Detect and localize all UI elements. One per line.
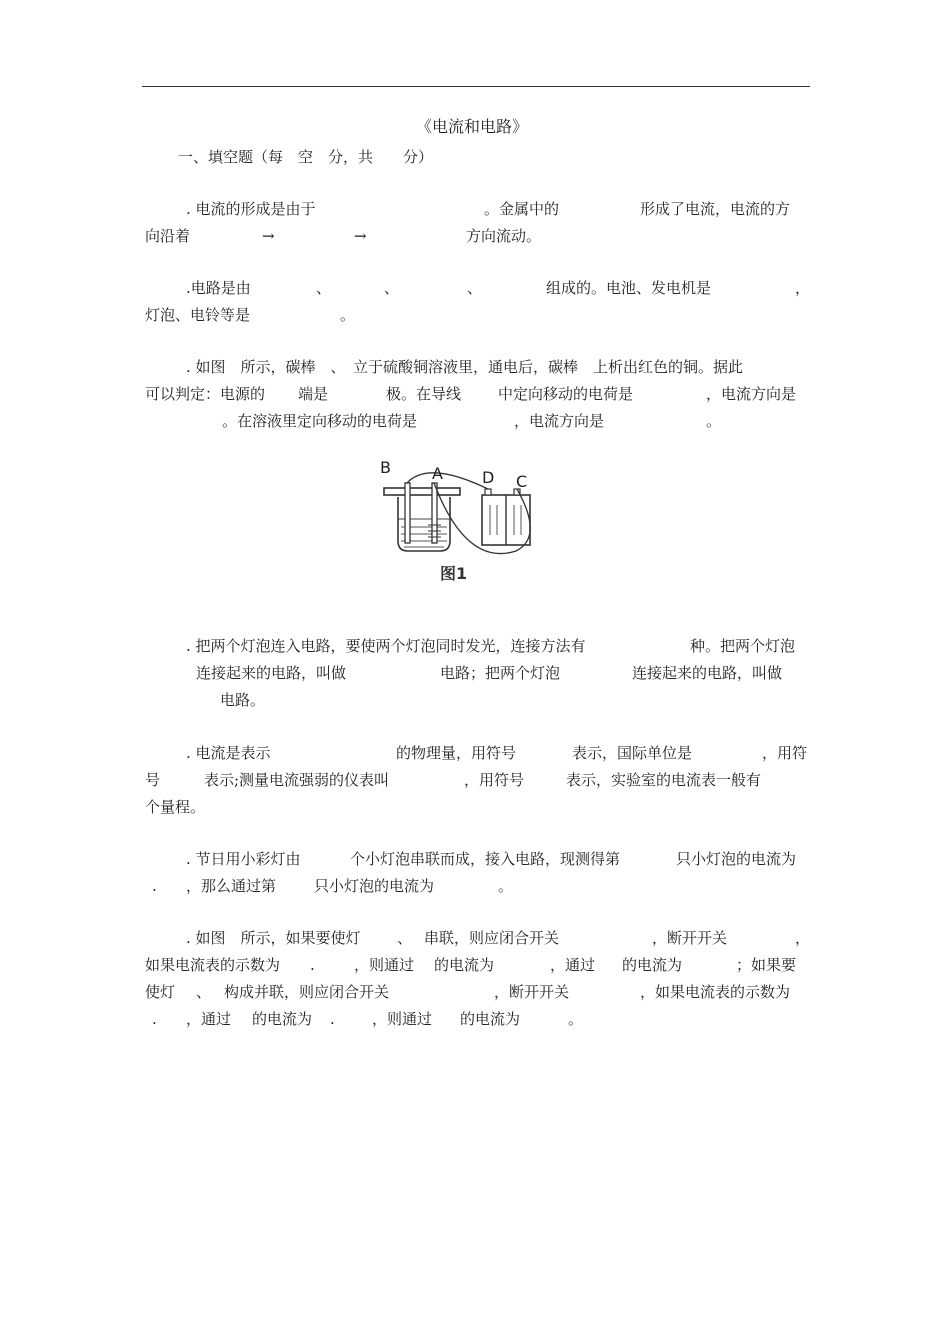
q5-text-b: 的物理量，用符号 [396, 744, 517, 762]
q3-text-e: 中定向移动的电荷是 [498, 385, 634, 403]
q6-text-c: 只小灯泡的电流为 [676, 850, 797, 868]
q2-text-f: ， [795, 279, 811, 297]
q4-text-a: . 把两个灯泡连入电路，要使两个灯泡同时发光，连接方法有 [186, 637, 586, 655]
q1-text-d: 向沿着 [145, 227, 191, 245]
q5-text-g: ，用符号 [464, 771, 525, 789]
q7-text-x: 。 [568, 1010, 584, 1028]
q1-text-g: 方向流动。 [466, 227, 542, 245]
q3-text-b: 可以判定：电源的 [145, 385, 266, 403]
header-rule [142, 86, 810, 87]
figure-1-electrolysis-diagram [376, 455, 544, 587]
q5-text-i: 个量程。 [145, 798, 206, 816]
q7-text-c: 串联，则应闭合开关 [424, 929, 560, 947]
q6-text-g: 。 [498, 877, 514, 895]
q7-text-i: 的电流为 [434, 956, 495, 974]
q7-text-w: 的电流为 [460, 1010, 521, 1028]
q7-text-o: 构成并联，则应闭合开关 [224, 983, 390, 1001]
label-d: D [482, 468, 495, 487]
q7-text-g: . [310, 956, 315, 974]
q2-text-a: .电路是由 [186, 279, 251, 297]
q2-text-d: 、 [467, 279, 483, 297]
q7-text-f: 如果电流表的示数为 [145, 956, 281, 974]
q4-text-d: 电路；把两个灯泡 [440, 664, 561, 682]
q7-text-a: . 如图 所示，如果要使灯 [186, 929, 361, 947]
beaker-lid [384, 488, 460, 495]
q3-text-d: 极。在导线 [386, 385, 462, 403]
q3-text-h: ，电流方向是 [514, 412, 605, 430]
q7-text-h: ，则通过 [354, 956, 415, 974]
q1-arrow-2: → [354, 227, 367, 245]
q7-text-t: 的电流为 [252, 1010, 313, 1028]
q4-text-b: 种。把两个灯泡 [690, 637, 796, 655]
q3-text-a: . 如图 所示，碳棒 、 立于硫酸铜溶液里，通电后，碳棒 上析出红色的铜。据此 [186, 358, 744, 376]
q3-text-g: 。在溶液里定向移动的电荷是 [222, 412, 418, 430]
carbon-rod-b [405, 483, 410, 543]
q3-text-f: ，电流方向是 [706, 385, 797, 403]
q4-text-e: 连接起来的电路，叫做 [632, 664, 783, 682]
q6-text-e: ，那么通过第 [186, 877, 277, 895]
q7-text-v: ，则通过 [372, 1010, 433, 1028]
q5-text-f: 表示;测量电流强弱的仪表叫 [204, 771, 390, 789]
q7-text-e: ， [795, 929, 811, 947]
q6-text-b: 个小灯泡串联而成，接入电路，现测得第 [350, 850, 621, 868]
q5-text-h: 表示，实验室的电流表一般有 [566, 771, 762, 789]
q1-text-c: 形成了电流，电流的方 [640, 200, 791, 218]
q6-text-d: . [152, 877, 157, 895]
q7-text-d: ，断开开关 [652, 929, 728, 947]
q7-text-n: 、 [196, 983, 212, 1001]
label-b: B [380, 458, 391, 477]
q6-text-f: 只小灯泡的电流为 [314, 877, 435, 895]
page-title: 《电流和电路》 [416, 117, 529, 136]
q5-text-e: 号 [145, 771, 161, 789]
q4-text-c: 连接起来的电路，叫做 [196, 664, 347, 682]
q5-text-a: . 电流是表示 [186, 744, 271, 762]
q7-text-m: 使灯 [145, 983, 176, 1001]
q2-text-h: 。 [340, 306, 356, 324]
q2-text-e: 组成的。电池、发电机是 [546, 279, 712, 297]
section-heading: 一、填空题（每 空 分，共 分） [178, 148, 434, 166]
q7-text-l: ；如果要 [736, 956, 797, 974]
q7-text-b: 、 [397, 929, 413, 947]
q2-text-c: 、 [384, 279, 400, 297]
q5-text-c: 表示，国际单位是 [572, 744, 693, 762]
q7-text-r: . [152, 1010, 157, 1028]
q1-text-a: . 电流的形成是由于 [186, 200, 316, 218]
q4-text-f: 电路。 [220, 691, 266, 709]
q3-text-i: 。 [706, 412, 722, 430]
q7-text-p: ，断开开关 [494, 983, 570, 1001]
q2-text-b: 、 [316, 279, 332, 297]
carbon-rod-a [432, 483, 437, 543]
q7-text-k: 的电流为 [622, 956, 683, 974]
q1-text-b: 。金属中的 [484, 200, 560, 218]
q7-text-u: . [330, 1010, 335, 1028]
q6-text-a: . 节日用小彩灯由 [186, 850, 301, 868]
q2-text-g: 灯泡、电铃等是 [145, 306, 251, 324]
q7-text-s: ，通过 [186, 1010, 232, 1028]
label-c: C [516, 472, 528, 491]
q1-arrow-1: → [262, 227, 275, 245]
label-a: A [432, 464, 443, 483]
q7-text-q: ，如果电流表的示数为 [640, 983, 791, 1001]
q5-text-d: ，用符 [762, 744, 808, 762]
wire-b-to-d [407, 473, 488, 489]
terminal-d [485, 489, 491, 495]
q3-text-c: 端是 [298, 385, 329, 403]
figure-caption: 图1 [440, 564, 468, 583]
q7-text-j: ，通过 [550, 956, 596, 974]
